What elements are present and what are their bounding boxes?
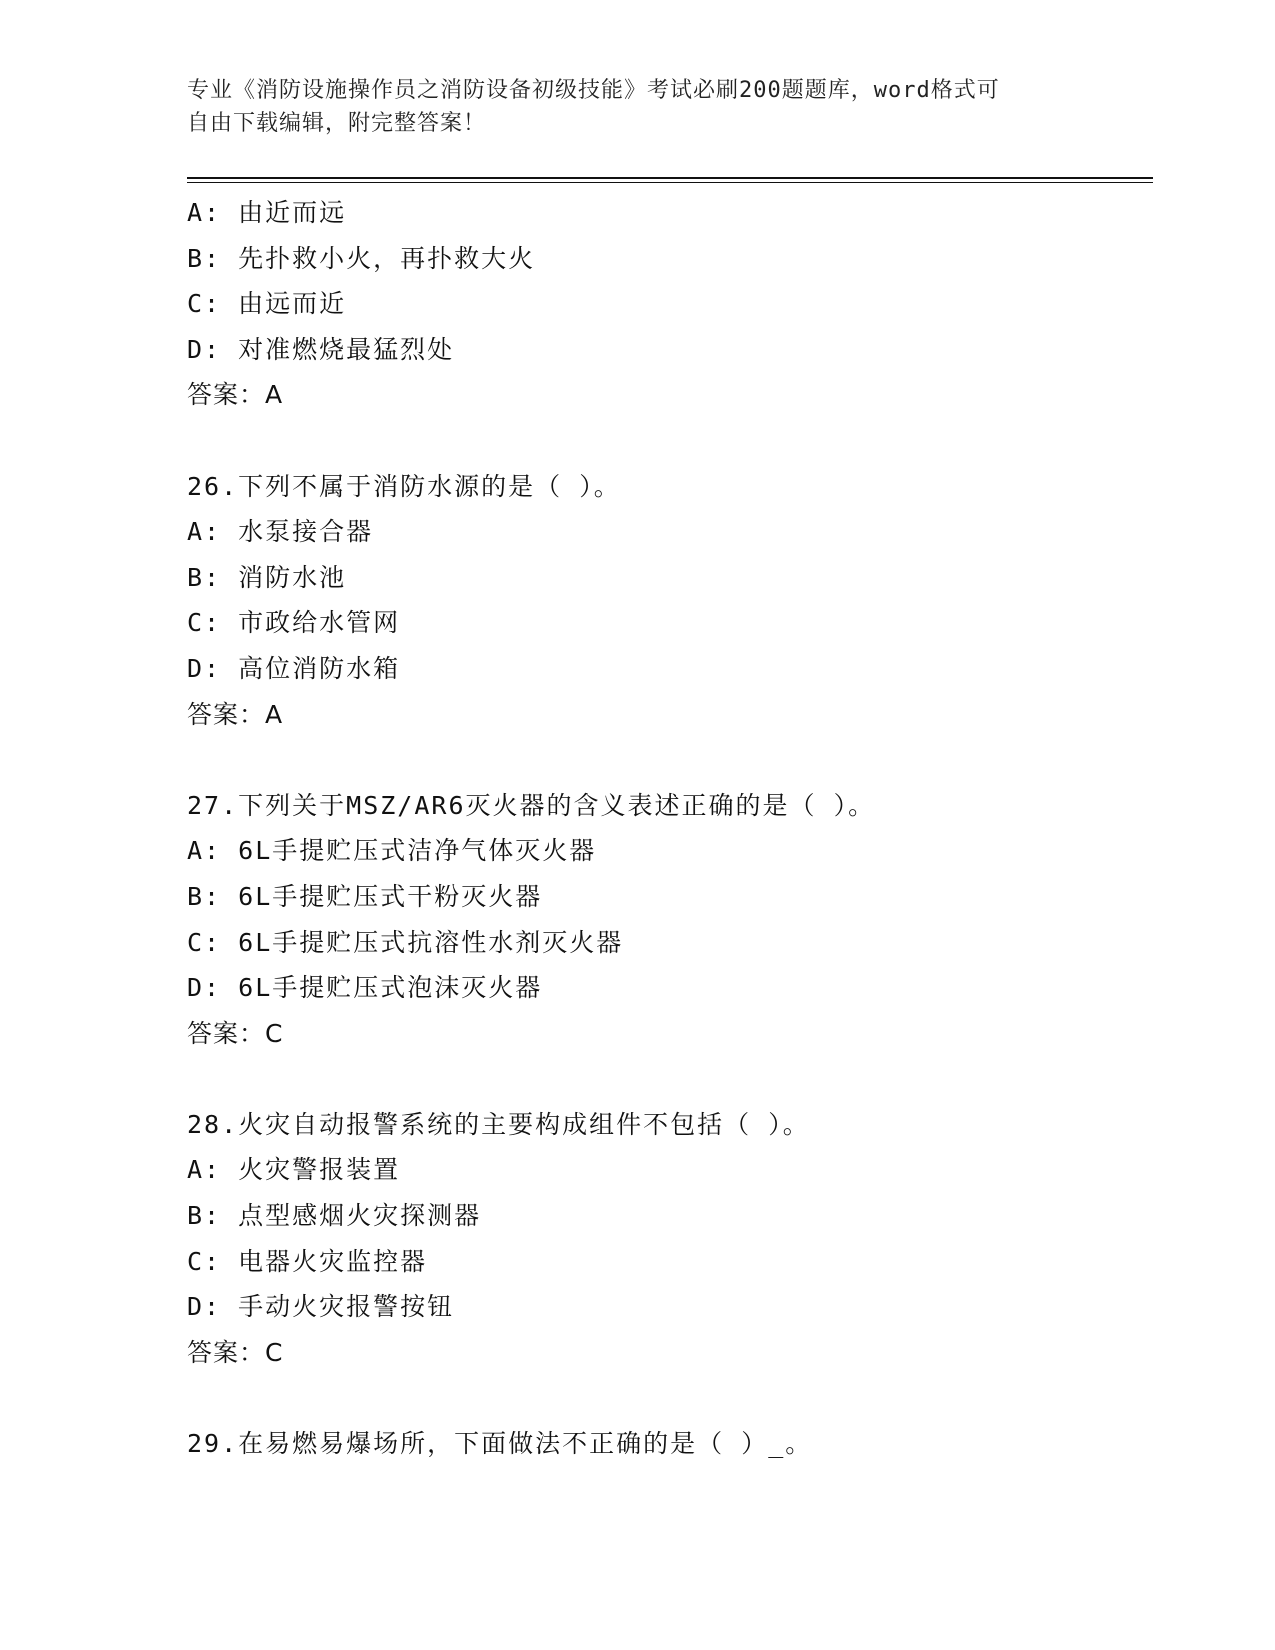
answer-line: 答案：A bbox=[187, 699, 284, 729]
option-line: C: 电器火灾监控器 bbox=[187, 1246, 428, 1276]
answer-line: 答案：C bbox=[187, 1337, 284, 1367]
question-line: 27.下列关于MSZ/AR6灭火器的含义表述正确的是（ ）。 bbox=[187, 790, 876, 820]
option-line: D: 6L手提贮压式泡沫灭火器 bbox=[187, 973, 543, 1003]
option-line: B: 6L手提贮压式干粉灭火器 bbox=[187, 881, 543, 911]
answer-line: 答案：C bbox=[187, 1018, 284, 1048]
option-line: B: 消防水池 bbox=[187, 562, 347, 592]
document-header bbox=[187, 74, 1087, 140]
option-line: B: 点型感烟火灾探测器 bbox=[187, 1201, 482, 1231]
option-line: A: 水泵接合器 bbox=[187, 517, 374, 547]
option-line: D: 高位消防水箱 bbox=[187, 653, 401, 683]
option-line: A: 6L手提贮压式洁净气体灭火器 bbox=[187, 836, 597, 866]
option-line: C: 由远而近 bbox=[187, 289, 347, 319]
option-line: D: 对准燃烧最猛烈处 bbox=[187, 334, 455, 364]
question-line: 28.火灾自动报警系统的主要构成组件不包括（ ）。 bbox=[187, 1109, 810, 1139]
answer-line: 答案：A bbox=[187, 380, 284, 410]
option-line: D: 手动火灾报警按钮 bbox=[187, 1292, 455, 1322]
blank-line bbox=[187, 418, 1153, 464]
header-line-2: 自由下载编辑，附完整答案！ bbox=[187, 111, 487, 136]
header-rule-thin bbox=[187, 182, 1153, 183]
header-rule-thick bbox=[187, 177, 1153, 179]
question-line: 26.下列不属于消防水源的是（ ）。 bbox=[187, 471, 621, 501]
blank-line bbox=[187, 1056, 1153, 1102]
blank-line bbox=[187, 737, 1153, 783]
option-line: A: 火灾警报装置 bbox=[187, 1155, 401, 1185]
header-line-1: 专业《消防设施操作员之消防设备初级技能》考试必刷200题题库，word格式可 bbox=[187, 78, 1000, 103]
option-line: B: 先扑救小火，再扑救大火 bbox=[187, 243, 536, 273]
option-line: A: 由近而远 bbox=[187, 198, 347, 227]
blank-line bbox=[187, 1375, 1153, 1421]
question-line: 29.在易燃易爆场所，下面做法不正确的是（ ）_。 bbox=[187, 1429, 813, 1459]
option-line: C: 市政给水管网 bbox=[187, 608, 401, 638]
option-line: C: 6L手提贮压式抗溶性水剂灭火器 bbox=[187, 927, 624, 957]
question-list bbox=[187, 190, 1153, 1467]
